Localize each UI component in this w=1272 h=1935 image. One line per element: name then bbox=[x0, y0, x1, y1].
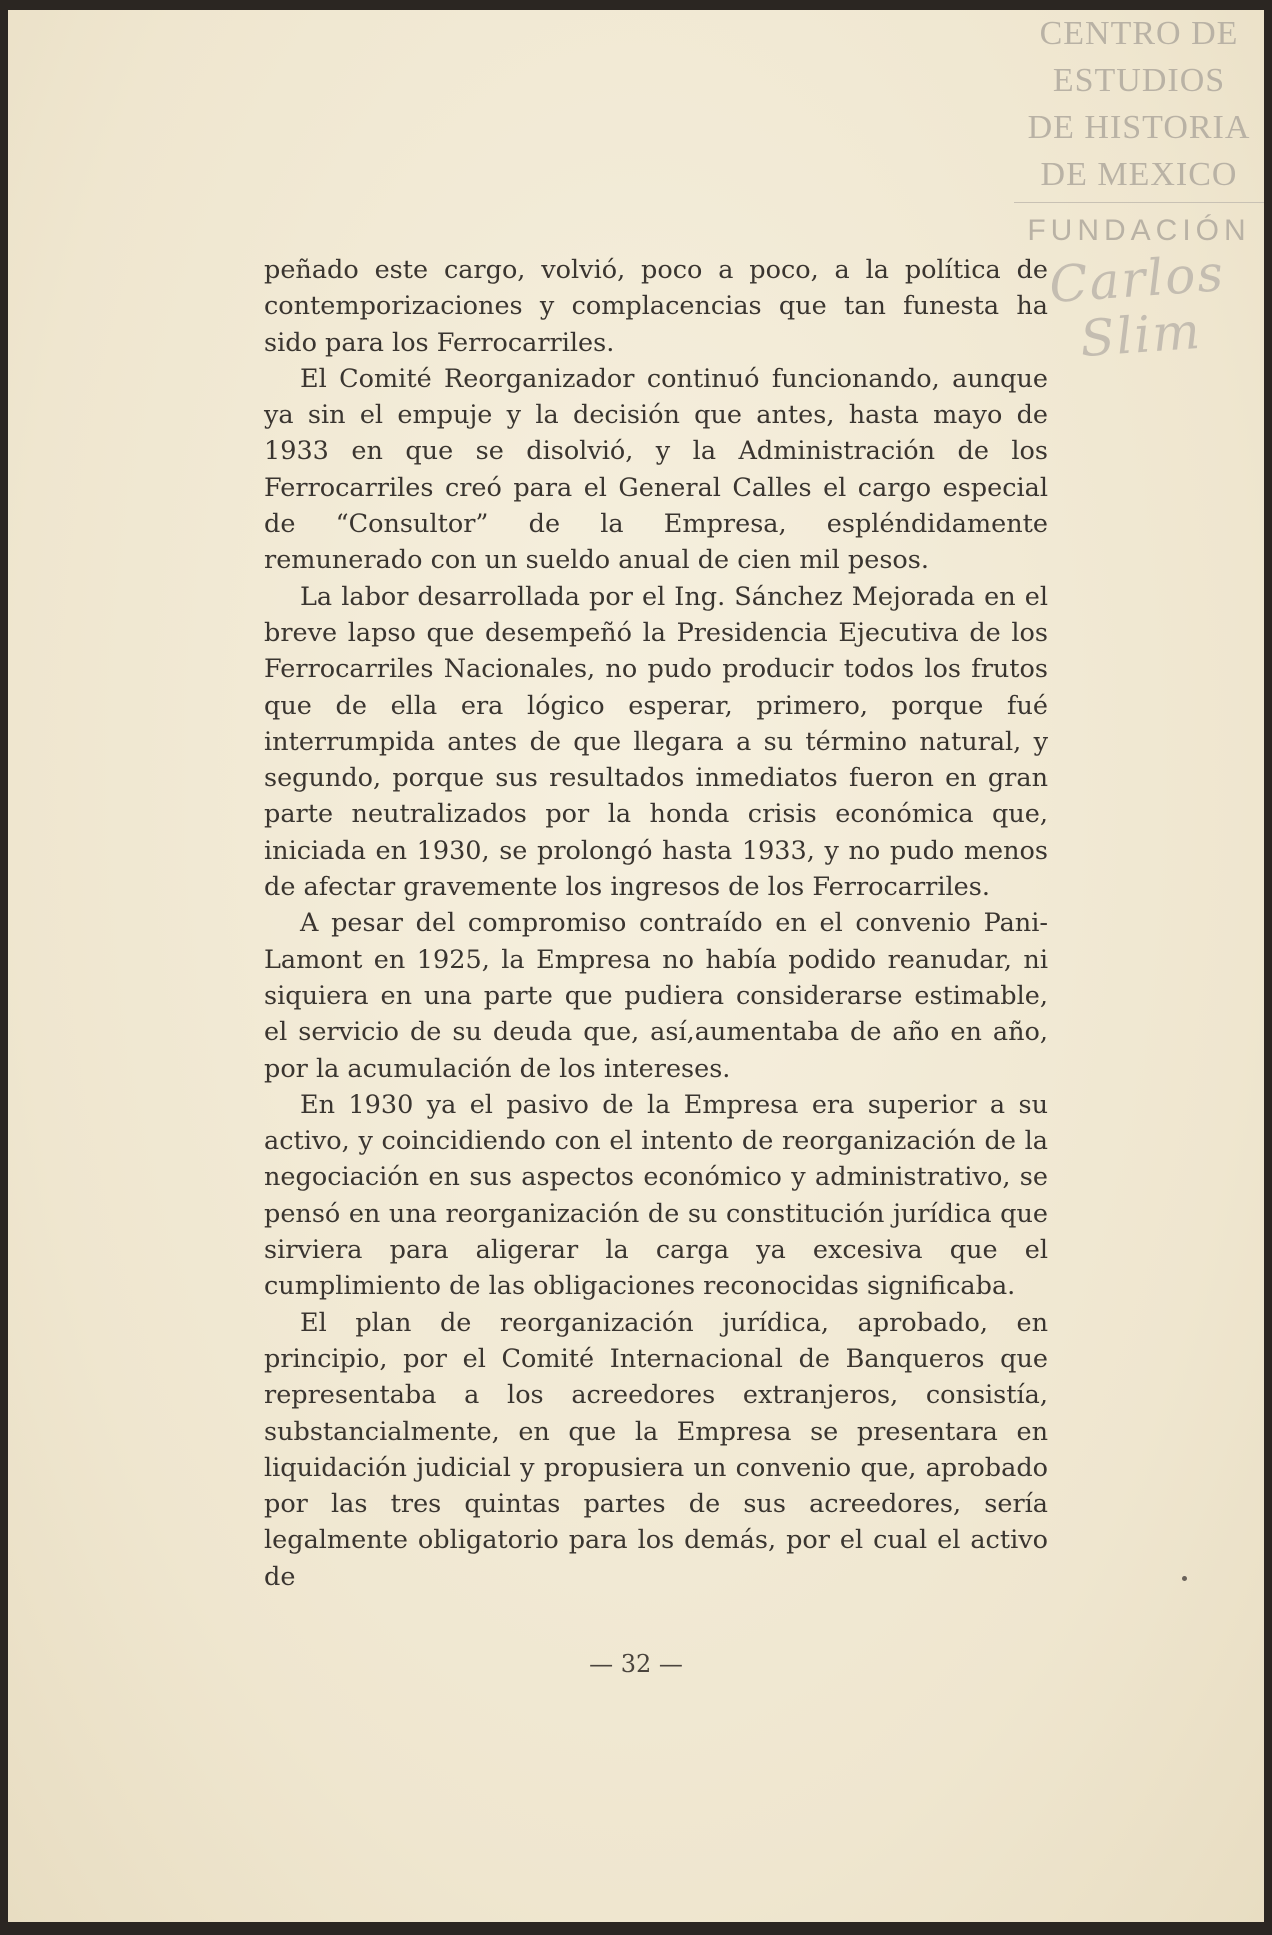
watermark-line-2: ESTUDIOS bbox=[1052, 62, 1226, 99]
watermark-divider bbox=[1014, 202, 1264, 203]
document-page bbox=[8, 10, 1264, 1922]
page-number: — 32 — bbox=[589, 1650, 683, 1678]
paragraph: La labor desarrollada por el Ing. Sánchez Mejorada en el breve lapso que desempeñó la Presidencia Ejecutiva de los Ferrocarriles Nacionales, no pudo producir todos los frutos que de ella era lógico esperar, primero, porque fué interrumpida antes de que llegara a su término natural, y segundo, porque sus resultados inmediatos fueron en gran parte neutralizados por la honda crisis económica que, iniciada en 1930, se prolongó hasta 1933, y no pudo menos de afectar gravemente los ingresos de los Ferrocarriles. bbox=[264, 581, 1048, 903]
paper-speck bbox=[1182, 1576, 1187, 1581]
watermark-line-1: CENTRO DE bbox=[1039, 15, 1239, 52]
paragraph: El plan de reorganización jurídica, aprobado, en principio, por el Comité Internacional de Banqueros que representaba a los acreedores extranjeros, consistía, substancialmente, en que la Empresa se presentara en liquidación judicial y propusiera un convenio que, aprobado por las tres quintas partes de sus acreedores, sería legalmente obligatorio para los demás, por el cual el activo de bbox=[264, 1307, 1048, 1592]
archive-watermark bbox=[1014, 10, 1264, 369]
watermark-foundation: FUNDACIÓN bbox=[1027, 214, 1251, 247]
body-text bbox=[264, 252, 1048, 1595]
paragraph-continuation: peñado este cargo, volvió, poco a poco, a la política de contemporizaciones y complacencias que tan funesta ha sido para los Ferrocarriles. bbox=[264, 255, 1048, 358]
paragraph: El Comité Reorganizador continuó funcionando, aunque ya sin el empuje y la decisión que antes, hasta mayo de 1933 en que se disolvió, y la Administración de los Ferrocarriles creó para el General Calles el cargo especial de “Consultor” de la Empresa, espléndidamente remunerado con un sueldo anual de cien mil pesos. bbox=[264, 363, 1048, 576]
paragraph: En 1930 ya el pasivo de la Empresa era superior a su activo, y coincidiendo con el intento de reorganización de la negociación en sus aspectos económico y administrativo, se pensó en una reorganización de su constitución jurídica que sirviera para aligerar la carga ya excesiva que el cumplimiento de las obligaciones reconocidas significaba. bbox=[264, 1089, 1048, 1302]
watermark-signature: Carlos Slim bbox=[1047, 244, 1227, 369]
watermark-line-4: DE MEXICO bbox=[1040, 156, 1238, 193]
watermark-line-3: DE HISTORIA bbox=[1027, 109, 1251, 146]
paragraph: A pesar del compromiso contraído en el convenio Pani-Lamont en 1925, la Empresa no había podido reanudar, ni siquiera en una parte que pudiera considerarse estimable, el servicio de su deuda que, así,aumentaba de año en año, por la acumulación de los intereses. bbox=[264, 908, 1048, 1084]
